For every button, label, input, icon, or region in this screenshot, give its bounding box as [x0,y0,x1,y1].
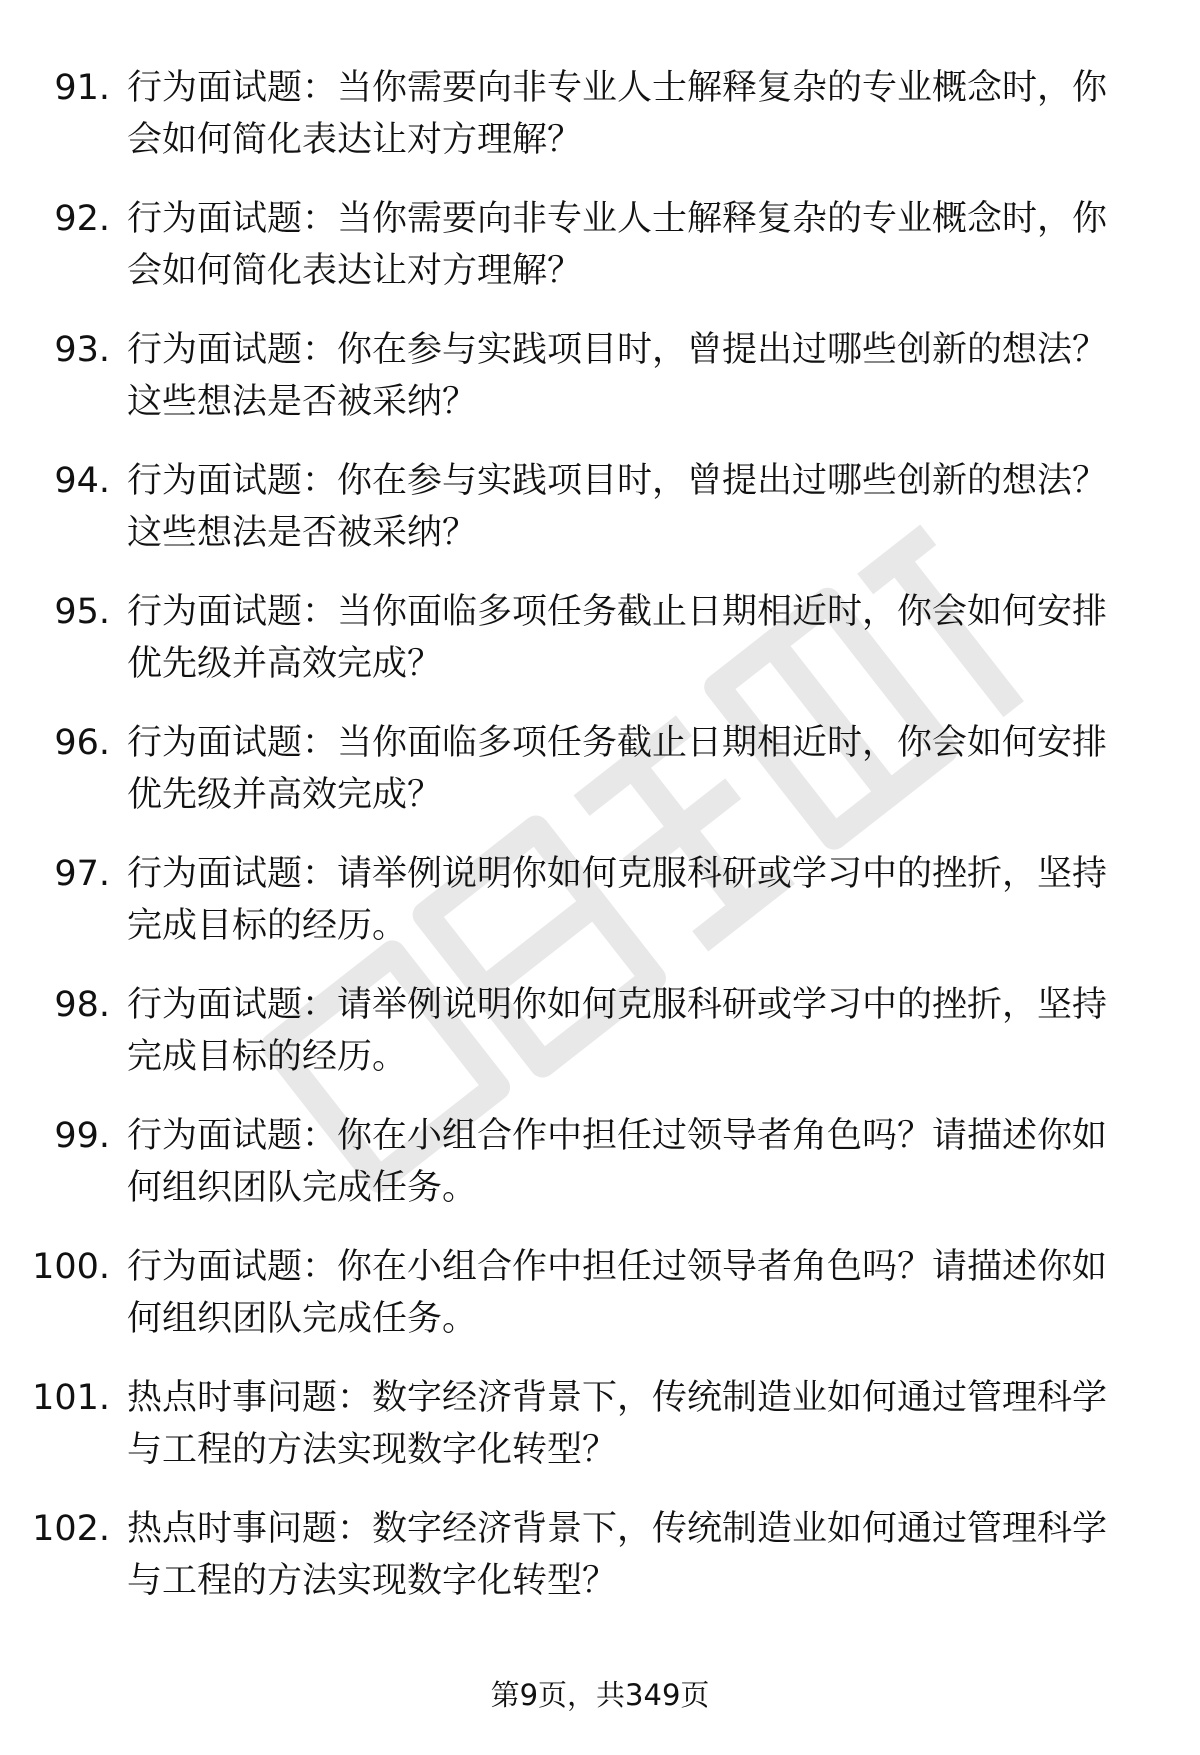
question-text: 热点时事问题：数字经济背景下，传统制造业如何通过管理科学与工程的方法实现数字化转型？ [127,1509,1108,1601]
question-number: 101. [32,1378,110,1418]
question-item [0,717,1200,848]
question-item [0,1241,1200,1372]
question-number: 99. [54,1116,110,1156]
question-item [0,848,1200,979]
question-text: 热点时事问题：数字经济背景下，传统制造业如何通过管理科学与工程的方法实现数字化转型？ [127,1378,1108,1470]
question-number: 94. [54,461,110,501]
question-number: 96. [54,723,110,763]
question-number: 91. [54,68,110,108]
question-number: 95. [54,592,110,632]
question-item [0,193,1200,324]
question-item [0,979,1200,1110]
question-text: 行为面试题：你在参与实践项目时，曾提出过哪些创新的想法？这些想法是否被采纳？ [127,461,1108,553]
question-item [0,62,1200,193]
question-number: 100. [32,1247,110,1287]
question-text: 行为面试题：请举例说明你如何克服科研或学习中的挫折，坚持完成目标的经历。 [127,985,1108,1077]
question-text: 行为面试题：当你需要向非专业人士解释复杂的专业概念时，你会如何简化表达让对方理解？ [127,68,1108,160]
question-text: 行为面试题：你在参与实践项目时，曾提出过哪些创新的想法？这些想法是否被采纳？ [127,330,1108,422]
question-number: 102. [32,1509,110,1549]
question-text: 行为面试题：当你需要向非专业人士解释复杂的专业概念时，你会如何简化表达让对方理解？ [127,199,1108,291]
question-list [0,62,1200,1634]
question-text: 行为面试题：你在小组合作中担任过领导者角色吗？请描述你如何组织团队完成任务。 [127,1247,1108,1339]
question-item [0,455,1200,586]
question-number: 93. [54,330,110,370]
question-item [0,1503,1200,1634]
question-text: 行为面试题：当你面临多项任务截止日期相近时，你会如何安排优先级并高效完成？ [127,592,1108,684]
question-number: 97. [54,854,110,894]
question-item [0,1372,1200,1503]
question-item [0,324,1200,455]
question-text: 行为面试题：你在小组合作中担任过领导者角色吗？请描述你如何组织团队完成任务。 [127,1116,1108,1208]
question-number: 98. [54,985,110,1025]
question-text: 行为面试题：当你面临多项任务截止日期相近时，你会如何安排优先级并高效完成？ [127,723,1108,815]
question-text: 行为面试题：请举例说明你如何克服科研或学习中的挫折，坚持完成目标的经历。 [127,854,1108,946]
page-number-footer: 第9页，共349页 [490,1678,710,1712]
question-item [0,1110,1200,1241]
question-item [0,586,1200,717]
question-number: 92. [54,199,110,239]
